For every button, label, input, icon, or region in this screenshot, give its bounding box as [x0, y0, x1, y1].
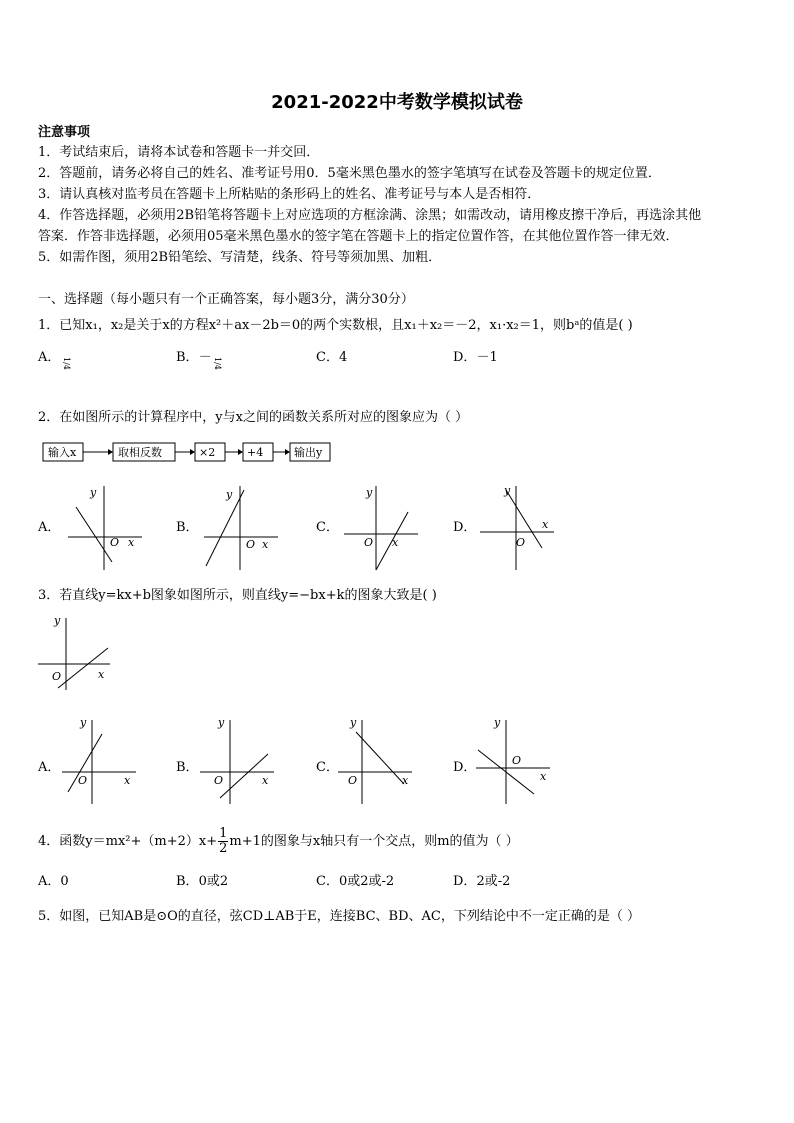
q1-option-b	[176, 346, 212, 365]
flow-arrow-2	[190, 449, 195, 455]
y-label: y	[218, 716, 225, 729]
function-line	[76, 507, 112, 562]
origin-label: O	[246, 538, 256, 551]
question-1-stem: 1．已知x₁，x₂是关于x的方程x²＋ax－2b＝0的两个实数根，且x₁＋x₂＝－2，x₁·x₂＝1，则bᵃ的值是( )	[38, 318, 633, 333]
q2-graph-d	[476, 482, 556, 572]
q4-option-c-value: 0或2或-2	[338, 874, 395, 889]
flow-step-times2: ×2	[199, 446, 216, 459]
question-2-stem: 2．在如图所示的计算程序中，y与x之间的函数关系所对应的图象应为（ ）	[38, 410, 469, 425]
notice-item-4-cont: 答案．作答非选择题，必须用05毫米黑色墨水的签字笔在答题卡上的指定位置作答，在其他位置作答一律无效．	[38, 229, 679, 244]
y-label: y	[54, 614, 61, 627]
y-label: y	[226, 488, 233, 501]
x-label: x	[128, 536, 135, 549]
notice-item-5: 5．如需作图，须用2B铅笔绘、写清楚，线条、符号等须加黑、加粗．	[38, 250, 442, 265]
notice-item-4: 4．作答选择题，必须用2B铅笔将答题卡上对应选项的方框涂满、涂黑；如需改动，请用橡皮擦干净后，再选涂其他	[38, 208, 702, 223]
q4-option-c-label: C．	[316, 874, 339, 889]
flow-arrow-1	[108, 449, 113, 455]
question-3-stem: 3．若直线y=kx+b图象如图所示，则直线y=−bx+k的图象大致是( )	[38, 588, 437, 603]
x-label: x	[392, 536, 399, 549]
q4-option-a-label: A．	[38, 874, 61, 889]
q1-option-a-fraction	[61, 357, 71, 373]
y-label: y	[350, 716, 357, 729]
q3-graph-b	[198, 714, 278, 806]
origin-label: O	[348, 774, 358, 787]
x-label: x	[262, 538, 269, 551]
flow-step-negate: 取相反数	[118, 446, 162, 459]
q3-graph-c	[336, 714, 416, 806]
flow-step-plus4: +4	[247, 446, 264, 459]
origin-label: O	[516, 536, 526, 549]
x-label: x	[124, 774, 131, 787]
x-label: x	[540, 770, 547, 783]
q4-option-c	[316, 870, 394, 889]
q4-option-a	[38, 870, 69, 889]
q4-option-b-value: 0或2	[198, 874, 229, 889]
y-label: y	[504, 484, 511, 497]
origin-label: O	[110, 536, 120, 549]
notice-item-1: 1．考试结束后，请将本试卷和答题卡一并交回．	[38, 145, 320, 160]
notice-heading: 注意事项	[38, 125, 91, 140]
q1-option-c	[316, 346, 347, 365]
x-label: x	[402, 774, 409, 787]
q2-option-a-label: A．	[38, 520, 61, 535]
q3-option-d-label: D．	[453, 760, 477, 775]
origin-label: O	[364, 536, 374, 549]
flow-step-input: 输入x	[48, 446, 77, 459]
notice-item-2: 2．答题前，请务必将自己的姓名、准考证号用0．5毫米黑色墨水的签字笔填写在试卷及答题卡的规定位置．	[38, 166, 661, 181]
origin-label: O	[512, 754, 522, 767]
q4-option-d	[453, 870, 510, 889]
q1-option-a	[38, 346, 60, 365]
question-5-stem: 5．如图，已知AB是⊙O的直径，弦CD⊥AB于E，连接BC、BD、AC，下列结论中不一定正确的是（ ）	[38, 909, 640, 924]
q4-frac-den: 2	[219, 841, 228, 856]
y-label: y	[494, 716, 501, 729]
q1-option-b-fraction	[212, 357, 222, 373]
q1-option-d	[453, 346, 498, 365]
q3-option-b-label: B．	[176, 760, 199, 775]
origin-label: O	[214, 774, 224, 787]
x-label: x	[98, 668, 105, 681]
q4-option-b-label: B．	[176, 874, 199, 889]
q1-option-b-sign: －	[198, 350, 212, 365]
function-line	[206, 490, 244, 566]
q4-option-d-label: D．	[453, 874, 477, 889]
function-line	[220, 754, 268, 798]
function-line	[356, 732, 404, 784]
y-label: y	[366, 486, 373, 499]
q3-graph-d	[474, 714, 554, 806]
q1-option-c-label: C．	[316, 350, 339, 365]
notice-item-3: 3．请认真核对监考员在答题卡上所粘贴的条形码上的姓名、准考证号与本人是否相符．	[38, 187, 541, 202]
flow-step-output: 输出y	[294, 446, 323, 459]
origin-label: O	[52, 670, 62, 683]
flow-arrow-4	[285, 449, 290, 455]
q2-graph-c	[340, 482, 420, 572]
q2-option-d-label: D．	[453, 520, 477, 535]
q3-given-graph	[36, 612, 116, 692]
q1-option-c-value: 4	[338, 350, 348, 365]
origin-label: O	[78, 774, 88, 787]
q3-graph-a	[60, 714, 140, 806]
q2-option-c-label: C．	[316, 520, 339, 535]
x-label: x	[542, 518, 549, 531]
q4-option-b	[176, 870, 228, 889]
q4-option-d-value: 2或-2	[476, 874, 511, 889]
q2-graph-b	[200, 482, 280, 572]
flow-arrow-3	[238, 449, 243, 455]
q4-stem-part-1: 4．函数y＝mx²+（m+2）x+	[38, 834, 218, 849]
q1-a-frac: 1/4	[62, 357, 71, 370]
q1-option-a-label: A．	[38, 350, 61, 365]
y-label: y	[80, 716, 87, 729]
y-label: y	[90, 486, 97, 499]
q2-option-b-label: B．	[176, 520, 199, 535]
q3-option-a-label: A．	[38, 760, 61, 775]
question-4-stem	[38, 827, 519, 856]
q1-option-b-label: B．	[176, 350, 199, 365]
page-title: 2021-2022中考数学模拟试卷	[271, 92, 523, 113]
q1-option-d-label: D．	[453, 350, 477, 365]
q4-fraction	[218, 827, 228, 856]
q4-frac-num: 1	[219, 826, 228, 841]
q2-graph-a	[64, 482, 144, 572]
q4-option-a-value: 0	[60, 874, 69, 889]
q2-flowchart	[40, 440, 340, 468]
q4-stem-part-2: m+1的图象与x轴只有一个交点，则m的值为（ ）	[229, 834, 519, 849]
q1-b-frac: 1/4	[213, 357, 222, 370]
x-label: x	[262, 774, 269, 787]
section-heading: 一、选择题（每小题只有一个正确答案，每小题3分，满分30分）	[38, 292, 414, 307]
q1-option-d-value: －1	[476, 350, 498, 365]
q3-option-c-label: C．	[316, 760, 339, 775]
